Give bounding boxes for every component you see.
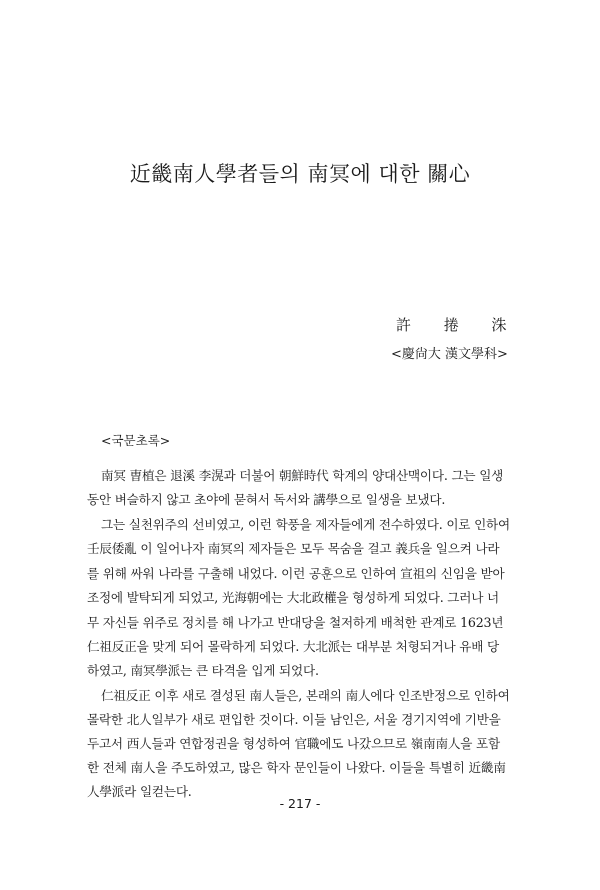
- abstract-line: 하였고, 南冥學派는 큰 타격을 입게 되었다.: [87, 663, 319, 678]
- abstract-line: 조정에 발탁되게 되었고, 光海朝에는 大北政權을 형성하게 되었다. 그러나 너: [87, 590, 499, 605]
- author-affiliation: <慶尙大 漢文學科>: [391, 347, 508, 362]
- abstract-line: 동안 벼슬하지 않고 초야에 묻혀서 독서와 講學으로 일생을 보냈다.: [87, 492, 446, 507]
- abstract-line: 두고서 西人들과 연합정권을 형성하여 官職에도 나갔으므로 嶺南南人을 포함: [87, 736, 500, 751]
- abstract-line: 仁祖反正을 맞게 되어 몰락하게 되었다. 大北派는 대부분 처형되거나 유배 당: [87, 639, 499, 654]
- abstract-line: 무 자신들 위주로 정치를 해 나가고 반대당을 철저하게 배척한 관계로 1623년: [87, 615, 504, 630]
- abstract-line: 壬辰倭亂 이 일어나자 南冥의 제자들은 모두 목숨을 걸고 義兵을 일으켜 나라: [87, 541, 500, 556]
- abstract-line: 人學派라 일컫는다.: [87, 784, 192, 799]
- abstract-line: 를 위해 싸워 나라를 구출해 내었다. 이런 공훈으로 인하여 宣祖의 신임을 받아: [87, 566, 505, 581]
- abstract-heading: <국문초록>: [101, 433, 171, 448]
- author-name: 許 捲 洙: [396, 316, 521, 334]
- abstract-line: 몰락한 北人일부가 새로 편입한 것이다. 이들 남인은, 서울 경기지역에 기반을: [87, 712, 501, 727]
- paper-title: 近畿南人學者들의 南冥에 대한 關心: [129, 162, 471, 186]
- abstract-line: 南冥 曺植은 退溪 李滉과 더불어 朝鮮時代 학계의 양대산맥이다. 그는 일생: [101, 468, 504, 483]
- abstract-line: 그는 실천위주의 선비였고, 이런 학풍을 제자들에게 전수하였다. 이로 인하여: [101, 517, 510, 532]
- abstract-line: 仁祖反正 이후 새로 결성된 南人들은, 본래의 南人에다 인조반정으로 인하여: [101, 688, 510, 703]
- abstract-line: 한 전체 南人을 주도하였고, 많은 학자 문인들이 나왔다. 이들을 특별히 近畿南: [87, 760, 506, 775]
- page-number: - 217 -: [279, 796, 321, 811]
